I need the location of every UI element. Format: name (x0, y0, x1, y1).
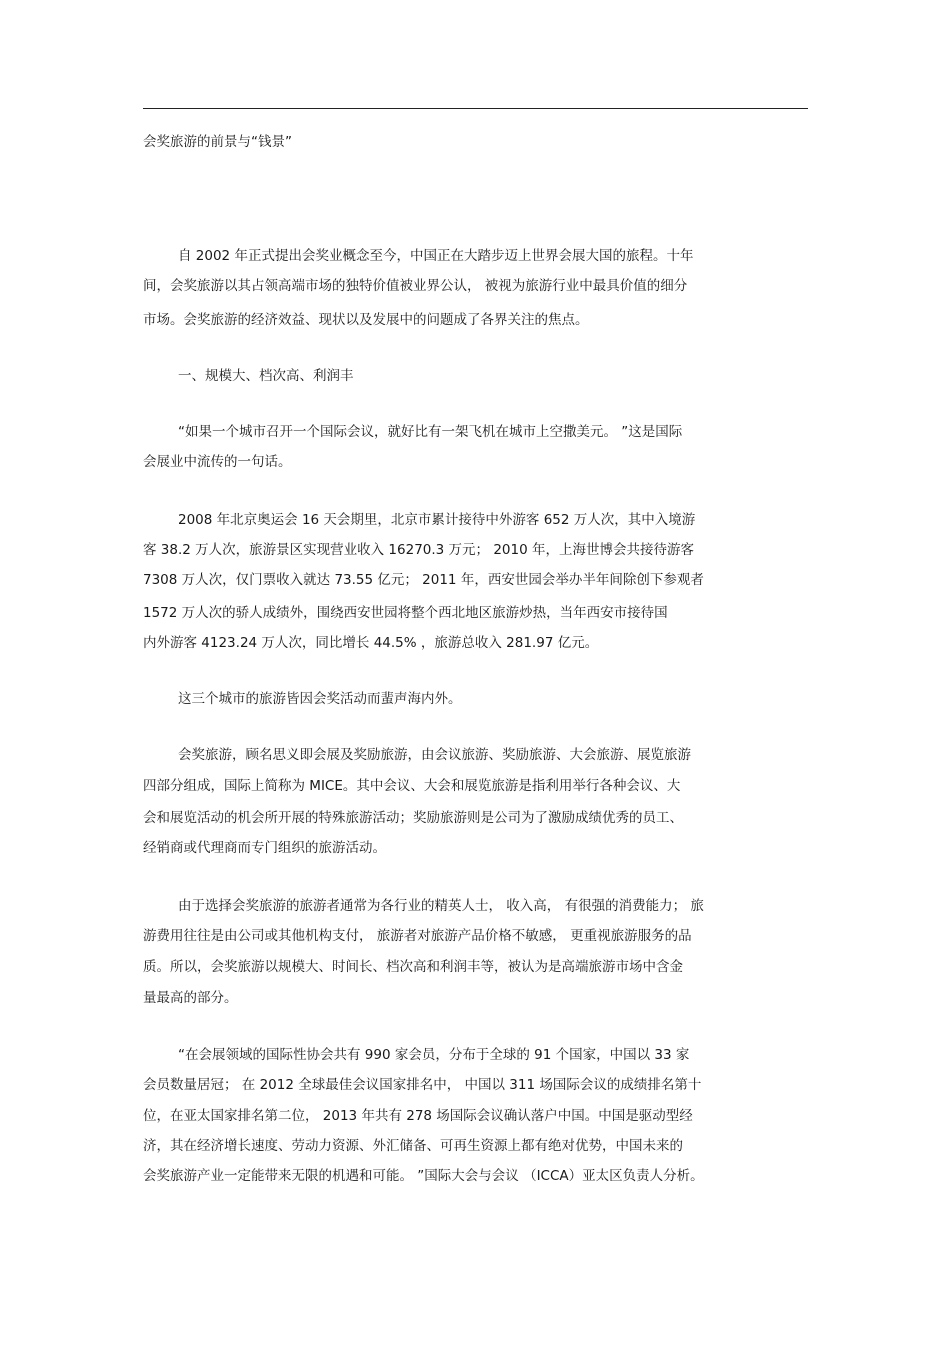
paragraph-line: 市场。会奖旅游的经济效益、现状以及发展中的问题成了各界关注的焦点。 (143, 312, 589, 328)
paragraph-line: 内外游客 4123.24 万人次，同比增长 44.5% ，旅游总收入 281.97 亿元。 (143, 635, 599, 651)
paragraph-line: 游费用往往是由公司或其他机构支付， 旅游者对旅游产品价格不敏感， 更重视旅游服务的品 (143, 928, 692, 944)
paragraph-line: “如果一个城市召开一个国际会议，就好比有一架飞机在城市上空撒美元。 ”这是国际 (178, 424, 683, 440)
paragraph-line: 由于选择会奖旅游的旅游者通常为各行业的精英人士， 收入高， 有很强的消费能力； 旅 (178, 898, 704, 914)
paragraph-line: 这三个城市的旅游皆因会奖活动而蜚声海内外。 (178, 691, 462, 707)
header-rule (143, 108, 808, 109)
paragraph-line: 质。所以，会奖旅游以规模大、时间长、档次高和利润丰等，被认为是高端旅游市场中含金 (143, 959, 683, 975)
paragraph-line: “在会展领域的国际性协会共有 990 家会员，分布于全球的 91 个国家，中国以 33 家 (178, 1047, 690, 1063)
paragraph-line: 会奖旅游，顾名思义即会展及奖励旅游，由会议旅游、奖励旅游、大会旅游、展览旅游 (178, 747, 691, 763)
paragraph-line: 自 2002 年正式提出会奖业概念至今，中国正在大踏步迈上世界会展大国的旅程。十年 (178, 248, 694, 264)
paragraph-line: 会员数量居冠； 在 2012 全球最佳会议国家排名中， 中国以 311 场国际会议的成绩排名第十 (143, 1077, 702, 1093)
paragraph-line: 会奖旅游产业一定能带来无限的机遇和可能。 ”国际大会与会议 （ICCA）亚太区负责人分析。 (143, 1168, 704, 1184)
paragraph-line: 济，其在经济增长速度、劳动力资源、外汇储备、可再生资源上都有绝对优势，中国未来的 (143, 1138, 683, 1154)
section-heading: 一、规模大、档次高、利润丰 (178, 368, 354, 384)
paragraph-line: 1572 万人次的骄人成绩外，围绕西安世园将整个西北地区旅游炒热，当年西安市接待国 (143, 605, 668, 621)
paragraph-line: 客 38.2 万人次，旅游景区实现营业收入 16270.3 万元； 2010 年，上海世博会共接待游客 (143, 542, 694, 558)
paragraph-line: 7308 万人次，仅门票收入就达 73.55 亿元； 2011 年，西安世园会举办半年间除创下参观者 (143, 572, 704, 588)
paragraph-line: 经销商或代理商而专门组织的旅游活动。 (143, 840, 386, 856)
paragraph-line: 会展业中流传的一句话。 (143, 454, 292, 470)
paragraph-line: 会和展览活动的机会所开展的特殊旅游活动；奖励旅游则是公司为了激励成绩优秀的员工、 (143, 810, 683, 826)
paragraph-line: 间，会奖旅游以其占领高端市场的独特价值被业界公认， 被视为旅游行业中最具价值的细分 (143, 278, 688, 294)
paragraph-line: 2008 年北京奥运会 16 天会期里，北京市累计接待中外游客 652 万人次，其中入境游 (178, 512, 696, 528)
paragraph-line: 位，在亚太国家排名第二位， 2013 年共有 278 场国际会议确认落户中国。中国是驱动型经 (143, 1108, 693, 1124)
document-title: 会奖旅游的前景与“钱景” (143, 134, 292, 150)
paragraph-line: 量最高的部分。 (143, 990, 238, 1006)
paragraph-line: 四部分组成，国际上简称为 MICE。其中会议、大会和展览旅游是指利用举行各种会议、大 (143, 778, 681, 794)
